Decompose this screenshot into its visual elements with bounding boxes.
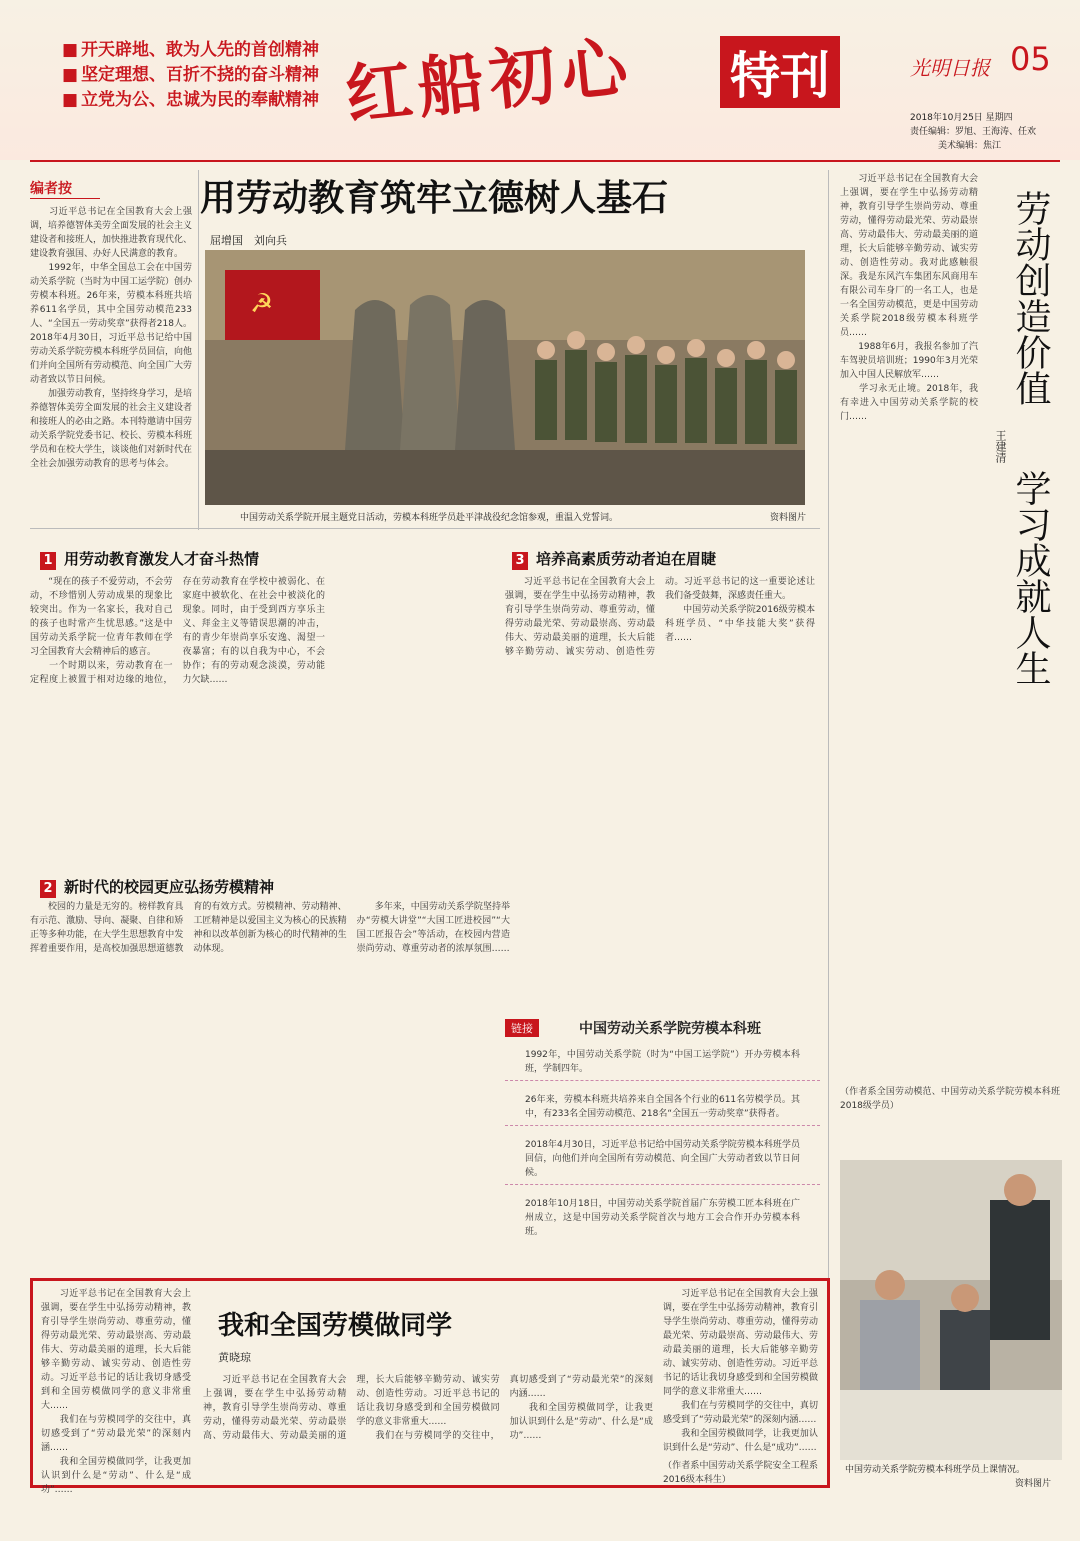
main-article-title: 用劳动教育筑牢立德树人基石 xyxy=(200,177,669,219)
newspaper-logo: 光明日报 xyxy=(910,56,990,80)
bottom-article-box xyxy=(30,1278,830,1495)
section-3-heading xyxy=(512,548,716,570)
art-editor: 美术编辑：焦江 xyxy=(938,141,1002,151)
timeline-title: 中国劳动关系学院劳模本科班 xyxy=(579,1021,761,1037)
masthead-banner xyxy=(0,0,1080,160)
svg-text:☭: ☭ xyxy=(250,289,274,319)
bottom-article-signature: （作者系中国劳动关系学院安全工程系2016级本科生） xyxy=(663,1461,818,1485)
main-photo-credit: 资料图片 xyxy=(770,513,807,523)
side-article-title-1: 劳动创造价值 xyxy=(1010,190,1051,406)
timeline-header xyxy=(505,1018,820,1038)
special-label: 特刊 xyxy=(720,36,840,108)
section-2-number: 2 xyxy=(40,880,56,898)
section-2-heading xyxy=(40,876,274,898)
section-3-body: 习近平总书记在全国教育大会上强调，要在学生中弘扬劳动精神，教育引导学生崇尚劳动、尊重劳动，懂得劳动最光荣、劳动最崇高、劳动最伟大、劳动最美丽的道理，长大后能够辛勤劳动、诚实劳动、创造性劳动。习近平总书记的这一重要论述让我们备受鼓舞，深感责任重大。 中国劳动关系学院2016级劳模本科班学员、“中华技能大奖”获得者…… xyxy=(505,577,815,657)
timeline-item: 2018年4月30日，习近平总书记给中国劳动关系学院劳模本科班学员回信，向他们并向全国所有劳动模范、向全国广大劳动者致以节日问候。 xyxy=(505,1134,820,1185)
editor-note-label: 编者按 xyxy=(30,178,100,199)
section-1-heading xyxy=(40,548,259,570)
section-3-number: 3 xyxy=(512,552,528,570)
side-photo-credit: 资料图片 xyxy=(1015,1479,1052,1489)
timeline-item: 26年来，劳模本科班共培养来自全国各个行业的611名劳模学员。其中，有233名全国劳动模范、218名“全国五一劳动奖章”获得者。 xyxy=(505,1089,820,1126)
section-1-number: 1 xyxy=(40,552,56,570)
section-1-body: “现在的孩子不爱劳动，不会劳动，不珍惜别人劳动成果的现象比较突出。作为一名家长，我对自己的孩子也时常产生忧思感。”这是中国劳动关系学院一位青年教师在学习全国教育大会精神后的感言。 一个时期以来，劳动教育在一定程度上被置于相对边缘的地位，存在劳动教育在学校中被弱化、在家庭中被软化、在社会中被淡化的现象。同时，由于受到西方享乐主义、拜金主义等错误思潮的冲击，有的青少年崇尚享乐安逸、渴望一夜暴富；有的以自我为中心，不会协作；有的劳动观念淡漠，劳动能力欠缺…… xyxy=(30,577,325,685)
timeline-item: 1992年，中国劳动关系学院（时为“中国工运学院”）开办劳模本科班，学制四年。 xyxy=(505,1044,820,1081)
slogan-1: ■ 开天辟地、敢为人先的首创精神 xyxy=(62,38,319,63)
bottom-article-title: 我和全国劳模做同学 xyxy=(218,1311,453,1341)
side-article-author: 王建清 xyxy=(994,430,1007,463)
section-rule xyxy=(30,528,820,529)
main-photo-caption: 中国劳动关系学院开展主题党日活动，劳模本科班学员赴平津战役纪念馆参观，重温入党誓词。 xyxy=(240,513,619,523)
editor-note-body: 习近平总书记在全国教育大会上强调，培养德智体美劳全面发展的社会主义建设者和接班人，加快推进教育现代化、建设教育强国、办好人民满意的教育。 1992年，中华全国总工会在中国劳动关系学院（当时为中国工运学院）创办劳模本科班。26年来，劳模本科班共培养611名学员，其中全国劳动模范233人、“全国五一劳动奖章”获得者218人。2018年4月30日，习近平总书记给中国劳动关系学院劳模本科班学员回信，向他们并向全国所有劳动模范、向全国广大劳动者致以节日问候。 加强劳动教育，坚持终身学习，是培养德智体美劳全面发展的社会主义建设者和接班人的必由之路。本刊特邀请中国劳动关系学院党委书记、校长、劳模本科班学员和在校大学生，谈谈他们对新时代在全社会加强劳动教育的思考与体会。 xyxy=(30,207,193,469)
side-photo-caption: 中国劳动关系学院劳模本科班学员上课情况。 xyxy=(845,1465,1026,1475)
editor-note xyxy=(30,178,192,525)
bottom-article-right-col: 习近平总书记在全国教育大会上强调，要在学生中弘扬劳动精神，教育引导学生崇尚劳动、尊重劳动，懂得劳动最光荣、劳动最崇高、劳动最伟大、劳动最美丽的道理，长大后能够辛勤劳动、诚实劳动、创造性劳动。习近平总书记的话让我切身感受到和全国劳模做同学的意义非常重大…… 我们在与劳模同学的交往中，真切感受到了“劳动最光荣”的深刻内涵…… 我和全国劳模做同学，让我更加认识到什么是“劳动”、什么是“成功”…… xyxy=(663,1289,818,1453)
slogan-2: ■ 坚定理想、百折不挠的奋斗精神 xyxy=(62,63,319,88)
timeline-item: 2018年10月18日，中国劳动关系学院首届广东劳模工匠本科班在广州成立，这是中国劳动关系学院首次与地方工会合作开办劳模本科班。 xyxy=(525,1199,800,1237)
masthead-title: 红船初心 xyxy=(342,27,637,135)
bottom-article-lead: 习近平总书记在全国教育大会上强调，要在学生中弘扬劳动精神，教育引导学生崇尚劳动、尊重劳动，懂得劳动最光荣、劳动最崇高、劳动最伟大、劳动最美丽的道理，长大后能够辛勤劳动、诚实劳动、创造性劳动。习近平总书记的话让我切身感受到和全国劳模做同学的意义非常重大…… 我们在与劳模同学的交往中，真切感受到了“劳动最光荣”的深刻内涵…… 我和全国劳模做同学，让我更加认识到什么是“劳动”、什么是“成功”…… xyxy=(41,1289,191,1495)
section-3-title: 培养高素质劳动者迫在眉睫 xyxy=(536,550,717,568)
bottom-article-body-cols: 习近平总书记在全国教育大会上强调，要在学生中弘扬劳动精神，教育引导学生崇尚劳动、尊重劳动，懂得劳动最光荣、劳动最崇高、劳动最伟大、劳动最美丽的道理，长大后能够辛勤劳动、诚实劳动、创造性劳动。习近平总书记的话让我切身感受到和全国劳模做同学的意义非常重大…… 我们在与劳模同学的交往中，真切感受到了“劳动最光荣”的深刻内涵…… 我和全国劳模做同学，让我更加认识到什么是“劳动”、什么是“成功”…… xyxy=(203,1375,653,1441)
section-2-body: 校园的力量是无穷的。榜样教育具有示范、激励、导向、凝聚、自律和矫正等多种功能，在大学生思想教育中发挥着重要作用，是高校加强思想道德教育的有效方式。劳模精神、劳动精神、工匠精神是以爱国主义为核心的民族精神和以改革创新为核心的时代精神的生动体现。 多年来，中国劳动关系学院坚持举办“劳模大讲堂”“大国工匠进校园”“大国工匠报告会”等活动，在校园内营造崇尚劳动、尊重劳动者的浓厚氛围…… xyxy=(30,902,510,954)
column-divider xyxy=(198,170,199,530)
side-article-title-2: 学习成就人生 xyxy=(1010,470,1051,686)
main-article-author: 屈增国 刘向兵 xyxy=(210,234,287,247)
column-divider xyxy=(828,170,829,1470)
timeline-label: 链接 xyxy=(505,1019,539,1037)
page-number: 05 xyxy=(1010,40,1051,78)
side-article-signature: （作者系全国劳动模范、中国劳动关系学院劳模本科班2018级学员） xyxy=(840,1087,1060,1111)
main-photo xyxy=(205,250,805,505)
timeline-box xyxy=(505,1018,820,1268)
section-1-title: 用劳动教育激发人才奋斗热情 xyxy=(64,550,260,568)
header-rule xyxy=(30,160,1060,162)
issue-date: 2018年10月25日 星期四 xyxy=(910,113,1013,123)
slogan-3: ■ 立党为公、忠诚为民的奉献精神 xyxy=(62,88,319,113)
bottom-article-author: 黄晓琼 xyxy=(218,1351,251,1364)
slogan-list xyxy=(62,38,319,113)
side-article-body-top: 习近平总书记在全国教育大会上强调，要在学生中弘扬劳动精神，教育引导学生崇尚劳动、尊重劳动，懂得劳动最光荣、劳动最崇高、劳动最伟大、劳动最美丽的道理，长大后能够辛勤劳动、诚实劳动、创造性劳动。我对此感触很深。我是东风汽车集团东风商用车有限公司车身厂的一名工人，也是一名全国劳动模范，更是中国劳动关系学院2018级劳模本科班学员…… 1988年6月，我报名参加了汽车驾驶员培训班；1990年3月光荣加入中国人民解放军…… 学习永无止境。2018年，我有幸进入中国劳动关系学院的校门…… xyxy=(840,174,978,422)
editors: 责任编辑：罗旭、王海涛、任欢 xyxy=(910,127,1037,137)
side-photo xyxy=(840,1160,1062,1460)
section-2-title: 新时代的校园更应弘扬劳模精神 xyxy=(64,878,275,896)
